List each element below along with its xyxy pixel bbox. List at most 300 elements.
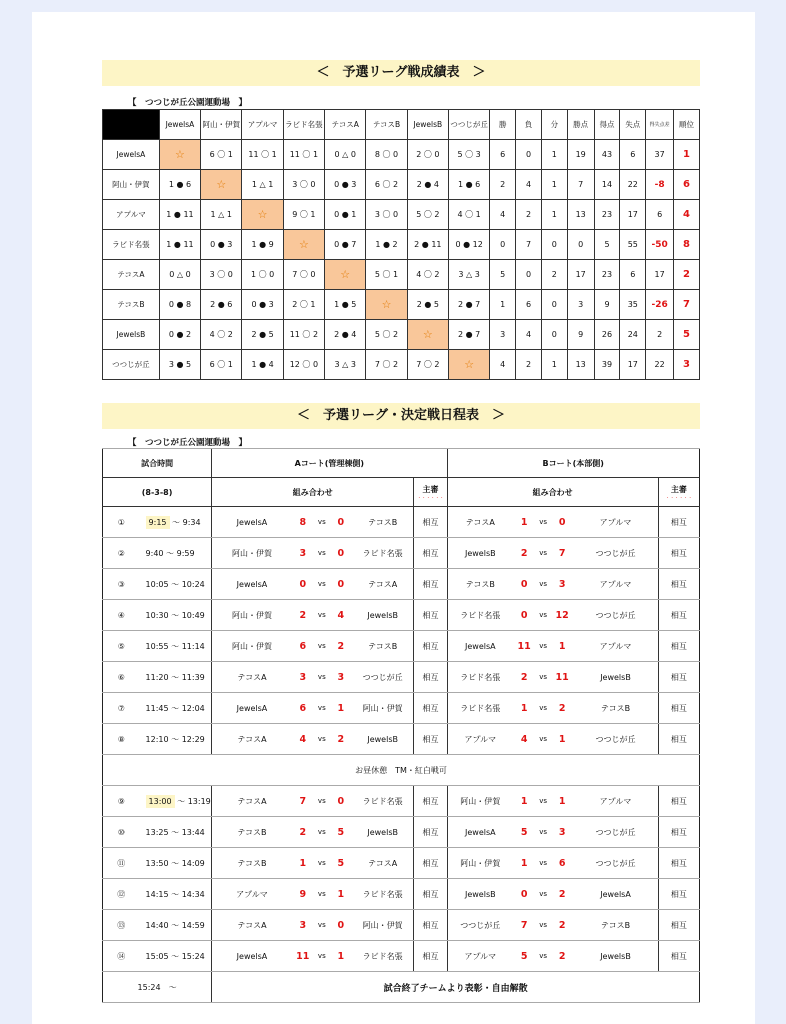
court-a-home-score: 11: [292, 941, 314, 972]
court-a-home-score: 9: [292, 879, 314, 910]
court-a-away-team: ラビド名張: [352, 941, 414, 972]
match-row: [103, 600, 700, 631]
league-result-cell: 2 〇 0: [407, 140, 448, 170]
league-result-cell: 0 ● 7: [325, 230, 366, 260]
court-b-away-team: アプルマ: [573, 569, 658, 600]
time-separator: ～: [168, 858, 182, 868]
match-end-time: 14:59: [181, 920, 205, 930]
league-stat-cell: 4: [490, 350, 516, 380]
vs-label: vs: [535, 910, 551, 941]
final-row: [103, 972, 700, 1003]
court-a-away-team: JewelsB: [352, 724, 414, 755]
league-result-cell: 1 ● 4: [242, 350, 283, 380]
court-b-home-team: テコスA: [447, 507, 513, 538]
league-result-cell: 1 ● 2: [366, 230, 407, 260]
league-stat-cell: 17: [567, 260, 594, 290]
match-time: [140, 879, 212, 910]
league-stat-cell: 0: [490, 230, 516, 260]
court-a-matchup-header: 組み合わせ: [212, 478, 414, 507]
court-b-referee: 相互: [658, 848, 699, 879]
league-header-cell: 得点: [594, 110, 620, 140]
court-a-away-score: 0: [330, 786, 352, 817]
time-separator: ～: [168, 703, 182, 713]
league-result-cell: 2 ● 7: [448, 290, 489, 320]
court-b-away-score: 12: [551, 600, 573, 631]
court-a-away-score: 0: [330, 538, 352, 569]
league-stat-cell: 35: [620, 290, 646, 320]
court-a-home-team: 阿山・伊賀: [212, 631, 292, 662]
court-b-home-score: 5: [513, 817, 535, 848]
league-stat-cell: 13: [567, 350, 594, 380]
match-time: [140, 848, 212, 879]
league-result-cell: 1 △ 1: [201, 200, 242, 230]
league-stat-cell: 7: [516, 230, 542, 260]
match-number: ⑦: [103, 693, 140, 724]
end-time: 15:24 ～: [103, 972, 212, 1003]
league-result-cell: 0 △ 0: [325, 140, 366, 170]
league-header-row: [103, 110, 700, 140]
league-result-cell: 1 ● 9: [242, 230, 283, 260]
league-team-name: JewelsA: [103, 140, 160, 170]
league-stat-cell: 22: [646, 350, 674, 380]
league-stat-cell: 1: [541, 350, 567, 380]
league-result-cell: 2 ● 5: [407, 290, 448, 320]
match-end-time: 11:14: [181, 641, 205, 651]
court-a-away-score: 2: [330, 631, 352, 662]
match-start-time: 11:20: [145, 672, 169, 682]
vs-label: vs: [535, 631, 551, 662]
time-separator: ～: [168, 734, 182, 744]
court-b-matchup-header: 組み合わせ: [447, 478, 658, 507]
league-result-cell: 3 ● 5: [159, 350, 200, 380]
match-number: ⑭: [103, 941, 140, 972]
match-time: [140, 786, 212, 817]
league-result-cell: 0 ● 3: [201, 230, 242, 260]
match-row: [103, 879, 700, 910]
match-time: [140, 724, 212, 755]
vs-label: vs: [535, 600, 551, 631]
league-stat-cell: 39: [594, 350, 620, 380]
league-result-cell: 1 △ 1: [242, 170, 283, 200]
league-rank-cell: 7: [674, 290, 700, 320]
league-diagonal-cell: ☆: [448, 350, 489, 380]
league-result-cell: 0 ● 1: [325, 200, 366, 230]
court-a-away-score: 1: [330, 693, 352, 724]
vs-label: vs: [314, 631, 330, 662]
court-b-away-score: 3: [551, 569, 573, 600]
court-b-home-team: ラビド名張: [447, 662, 513, 693]
court-a-away-team: テコスA: [352, 569, 414, 600]
court-a-home-team: JewelsA: [212, 507, 292, 538]
court-a-referee: 相互: [414, 879, 447, 910]
league-result-cell: 2 〇 1: [283, 290, 324, 320]
league-team-name: JewelsB: [103, 320, 160, 350]
court-b-referee: 相互: [658, 941, 699, 972]
match-end-time: 9:34: [182, 517, 201, 527]
time-separator: ～: [168, 579, 182, 589]
match-end-time: 15:24: [181, 951, 205, 961]
league-header-cell: 失点: [620, 110, 646, 140]
court-b-home-team: JewelsA: [447, 817, 513, 848]
vs-label: vs: [314, 662, 330, 693]
league-result-cell: 5 〇 2: [366, 320, 407, 350]
court-b-home-team: JewelsB: [447, 879, 513, 910]
league-table: [102, 109, 700, 380]
vs-label: vs: [535, 693, 551, 724]
match-end-time: 13:44: [181, 827, 205, 837]
league-stat-cell: 2: [516, 350, 542, 380]
match-end-time: 10:49: [181, 610, 205, 620]
league-result-cell: 1 ● 6: [448, 170, 489, 200]
match-start-time: 11:45: [145, 703, 169, 713]
match-end-time: 12:04: [181, 703, 205, 713]
league-stat-cell: 6: [620, 140, 646, 170]
match-end-time: 13:19: [187, 796, 211, 806]
court-a-referee: 相互: [414, 631, 447, 662]
league-stat-cell: 6: [490, 140, 516, 170]
league-result-cell: 3 〇 0: [201, 260, 242, 290]
league-stat-cell: 13: [567, 200, 594, 230]
vs-label: vs: [314, 693, 330, 724]
court-a-away-score: 0: [330, 507, 352, 538]
vs-label: vs: [314, 538, 330, 569]
league-header-cell: 負: [516, 110, 542, 140]
court-a-away-team: テコスB: [352, 631, 414, 662]
league-stat-cell: 0: [541, 320, 567, 350]
league-result-cell: 4 〇 1: [448, 200, 489, 230]
league-corner-cell: [103, 110, 160, 140]
court-b-away-team: アプルマ: [573, 631, 658, 662]
court-b-away-score: 0: [551, 507, 573, 538]
league-stat-cell: 19: [567, 140, 594, 170]
match-start-time: 14:40: [145, 920, 169, 930]
league-rank-cell: 3: [674, 350, 700, 380]
league-result-cell: 4 〇 2: [407, 260, 448, 290]
court-b-away-team: つつじが丘: [573, 538, 658, 569]
match-row: [103, 910, 700, 941]
league-result-cell: 9 〇 1: [283, 200, 324, 230]
league-result-cell: 7 〇 0: [283, 260, 324, 290]
court-b-home-score: 0: [513, 569, 535, 600]
date-header: (8-3-8): [103, 478, 212, 507]
league-diagonal-cell: ☆: [325, 260, 366, 290]
court-b-referee: 相互: [658, 538, 699, 569]
match-number: ⑩: [103, 817, 140, 848]
league-stat-cell: 14: [594, 170, 620, 200]
league-stat-cell: 6: [516, 290, 542, 320]
match-start-time: 13:00: [146, 795, 175, 808]
court-b-away-score: 1: [551, 631, 573, 662]
league-row: [103, 140, 700, 170]
match-time: [140, 600, 212, 631]
court-a-away-team: ラビド名張: [352, 786, 414, 817]
time-separator: ～: [168, 827, 182, 837]
court-a-away-team: テコスA: [352, 848, 414, 879]
match-end-time: 9:59: [176, 548, 195, 558]
league-result-cell: 2 ● 7: [448, 320, 489, 350]
match-row: [103, 786, 700, 817]
court-b-home-team: つつじが丘: [447, 910, 513, 941]
league-result-cell: 0 ● 3: [325, 170, 366, 200]
match-start-time: 9:40: [145, 548, 164, 558]
court-a-home-team: テコスA: [212, 786, 292, 817]
court-a-home-team: JewelsA: [212, 693, 292, 724]
vs-label: vs: [314, 941, 330, 972]
court-a-home-score: 3: [292, 538, 314, 569]
court-b-referee-header: 主審 ・・・・・・: [658, 478, 699, 507]
league-row: [103, 170, 700, 200]
league-result-cell: 0 ● 8: [159, 290, 200, 320]
league-stat-cell: 1: [541, 200, 567, 230]
court-a-home-team: テコスA: [212, 910, 292, 941]
vs-label: vs: [535, 879, 551, 910]
league-stat-cell: -50: [646, 230, 674, 260]
court-a-referee: 相互: [414, 693, 447, 724]
court-b-away-score: 2: [551, 910, 573, 941]
court-a-home-score: 0: [292, 569, 314, 600]
schedule-title: ＜ 予選リーグ・決定戦日程表 ＞: [102, 403, 700, 429]
court-b-away-team: つつじが丘: [573, 817, 658, 848]
court-a-home-score: 1: [292, 848, 314, 879]
vs-label: vs: [535, 507, 551, 538]
court-b-away-score: 1: [551, 724, 573, 755]
league-stat-cell: 17: [620, 200, 646, 230]
court-b-home-score: 4: [513, 724, 535, 755]
league-header-cell: アプルマ: [242, 110, 283, 140]
match-end-time: 14:34: [181, 889, 205, 899]
league-stat-cell: 22: [620, 170, 646, 200]
match-number: ④: [103, 600, 140, 631]
league-team-name: テコスB: [103, 290, 160, 320]
court-a-home-team: 阿山・伊賀: [212, 600, 292, 631]
league-stat-cell: 23: [594, 200, 620, 230]
league-rank-cell: 4: [674, 200, 700, 230]
match-row: [103, 817, 700, 848]
league-result-cell: 6 〇 1: [201, 140, 242, 170]
match-time: [140, 569, 212, 600]
court-a-home-team: アプルマ: [212, 879, 292, 910]
court-b-referee: 相互: [658, 569, 699, 600]
league-result-cell: 1 ● 6: [159, 170, 200, 200]
vs-label: vs: [314, 786, 330, 817]
match-number: ⑬: [103, 910, 140, 941]
league-stat-cell: 17: [646, 260, 674, 290]
court-a-away-team: テコスB: [352, 507, 414, 538]
court-b-home-score: 2: [513, 538, 535, 569]
match-number: ①: [103, 507, 140, 538]
league-row: [103, 320, 700, 350]
match-row: [103, 662, 700, 693]
league-stat-cell: 6: [620, 260, 646, 290]
league-stat-cell: 9: [594, 290, 620, 320]
court-b-away-score: 2: [551, 693, 573, 724]
schedule-table: [102, 448, 700, 1003]
league-result-cell: 2 ● 5: [242, 320, 283, 350]
court-a-referee-header: 主審 ・・・・・・: [414, 478, 447, 507]
league-team-name: 阿山・伊賀: [103, 170, 160, 200]
court-a-referee: 相互: [414, 941, 447, 972]
match-start-time: 13:25: [145, 827, 169, 837]
court-b-away-team: テコスB: [573, 693, 658, 724]
court-b-header: Bコート(本部側): [447, 449, 700, 478]
match-time: [140, 817, 212, 848]
court-b-away-team: JewelsB: [573, 662, 658, 693]
league-row: [103, 260, 700, 290]
match-end-time: 12:29: [181, 734, 205, 744]
league-result-cell: 5 〇 3: [448, 140, 489, 170]
league-stat-cell: 1: [541, 170, 567, 200]
court-b-referee: 相互: [658, 662, 699, 693]
league-stat-cell: 4: [516, 170, 542, 200]
league-header-cell: JewelsB: [407, 110, 448, 140]
vs-label: vs: [314, 848, 330, 879]
match-time: [140, 941, 212, 972]
court-a-home-score: 3: [292, 910, 314, 941]
league-rank-cell: 6: [674, 170, 700, 200]
league-header-cell: 阿山・伊賀: [201, 110, 242, 140]
court-a-referee: 相互: [414, 569, 447, 600]
court-b-away-score: 3: [551, 817, 573, 848]
league-stat-cell: 7: [567, 170, 594, 200]
court-a-referee: 相互: [414, 817, 447, 848]
league-header-cell: 得失点差: [646, 110, 674, 140]
court-a-away-score: 2: [330, 724, 352, 755]
court-a-away-score: 4: [330, 600, 352, 631]
court-b-away-score: 2: [551, 879, 573, 910]
court-a-away-score: 1: [330, 941, 352, 972]
league-rank-cell: 5: [674, 320, 700, 350]
match-time: [140, 631, 212, 662]
league-diagonal-cell: ☆: [283, 230, 324, 260]
league-result-cell: 12 〇 0: [283, 350, 324, 380]
court-b-away-team: つつじが丘: [573, 848, 658, 879]
court-a-referee: 相互: [414, 910, 447, 941]
vs-label: vs: [314, 879, 330, 910]
league-result-cell: 11 〇 1: [242, 140, 283, 170]
league-row: [103, 230, 700, 260]
league-stat-cell: 55: [620, 230, 646, 260]
league-result-cell: 0 ● 12: [448, 230, 489, 260]
court-b-home-team: JewelsA: [447, 631, 513, 662]
league-result-cell: 7 〇 2: [366, 350, 407, 380]
court-b-home-score: 1: [513, 848, 535, 879]
league-team-name: アプルマ: [103, 200, 160, 230]
time-separator: ～: [168, 641, 182, 651]
match-number: ⑪: [103, 848, 140, 879]
league-stat-cell: 5: [490, 260, 516, 290]
court-a-home-team: JewelsA: [212, 941, 292, 972]
vs-label: vs: [535, 786, 551, 817]
match-row: [103, 724, 700, 755]
vs-label: vs: [314, 569, 330, 600]
match-row: [103, 693, 700, 724]
league-result-cell: 1 ● 11: [159, 230, 200, 260]
court-b-away-score: 7: [551, 538, 573, 569]
match-start-time: 10:55: [145, 641, 169, 651]
court-a-home-team: テコスA: [212, 724, 292, 755]
court-b-home-team: テコスB: [447, 569, 513, 600]
court-a-referee: 相互: [414, 848, 447, 879]
court-b-home-score: 2: [513, 662, 535, 693]
court-b-referee: 相互: [658, 724, 699, 755]
court-b-referee: 相互: [658, 786, 699, 817]
league-header-cell: テコスA: [325, 110, 366, 140]
league-result-cell: 7 〇 2: [407, 350, 448, 380]
match-start-time: 10:30: [145, 610, 169, 620]
match-start-time: 12:10: [145, 734, 169, 744]
court-b-home-team: 阿山・伊賀: [447, 848, 513, 879]
league-header-cell: 分: [541, 110, 567, 140]
court-a-away-team: JewelsB: [352, 600, 414, 631]
vs-label: vs: [535, 817, 551, 848]
court-b-away-team: JewelsB: [573, 941, 658, 972]
court-b-referee: 相互: [658, 631, 699, 662]
court-b-home-score: 7: [513, 910, 535, 941]
time-separator: ～: [168, 951, 182, 961]
court-a-home-score: 4: [292, 724, 314, 755]
match-number: ⑫: [103, 879, 140, 910]
league-team-name: テコスA: [103, 260, 160, 290]
league-result-cell: 0 ● 3: [242, 290, 283, 320]
court-a-away-score: 5: [330, 848, 352, 879]
league-header-cell: JewelsA: [159, 110, 200, 140]
league-header-cell: 勝: [490, 110, 516, 140]
league-result-cell: 11 〇 1: [283, 140, 324, 170]
court-b-away-team: テコスB: [573, 910, 658, 941]
league-team-name: ラビド名張: [103, 230, 160, 260]
court-a-home-team: 阿山・伊賀: [212, 538, 292, 569]
match-number: ⑥: [103, 662, 140, 693]
league-header-cell: ラビド名張: [283, 110, 324, 140]
league-row: [103, 350, 700, 380]
league-result-cell: 1 〇 0: [242, 260, 283, 290]
vs-label: vs: [535, 662, 551, 693]
court-a-home-score: 6: [292, 693, 314, 724]
court-b-referee: 相互: [658, 693, 699, 724]
league-diagonal-cell: ☆: [159, 140, 200, 170]
closing-note: 試合終了チームより表彰・自由解散: [212, 972, 700, 1003]
league-stat-cell: -8: [646, 170, 674, 200]
league-stat-cell: 17: [620, 350, 646, 380]
court-a-referee: 相互: [414, 724, 447, 755]
league-diagonal-cell: ☆: [201, 170, 242, 200]
court-a-home-team: JewelsA: [212, 569, 292, 600]
league-stat-cell: 43: [594, 140, 620, 170]
league-result-cell: 3 △ 3: [325, 350, 366, 380]
league-stat-cell: -26: [646, 290, 674, 320]
court-a-referee: 相互: [414, 600, 447, 631]
league-result-cell: 11 〇 2: [283, 320, 324, 350]
match-start-time: 14:15: [145, 889, 169, 899]
league-result-cell: 1 ● 11: [159, 200, 200, 230]
court-a-home-team: テコスB: [212, 817, 292, 848]
court-b-home-score: 0: [513, 600, 535, 631]
vs-label: vs: [314, 817, 330, 848]
court-a-home-score: 3: [292, 662, 314, 693]
court-a-away-team: つつじが丘: [352, 662, 414, 693]
league-stat-cell: 26: [594, 320, 620, 350]
league-stat-cell: 2: [516, 200, 542, 230]
time-separator: ～: [174, 796, 188, 806]
time-separator: ～: [163, 548, 177, 558]
lunch-break: お昼休憩 TM・紅白戦可: [103, 755, 700, 786]
court-b-away-score: 1: [551, 786, 573, 817]
league-stat-cell: 3: [490, 320, 516, 350]
match-number: ⑤: [103, 631, 140, 662]
league-result-cell: 2 ● 6: [201, 290, 242, 320]
match-start-time: 10:05: [145, 579, 169, 589]
league-result-cell: 5 〇 2: [407, 200, 448, 230]
